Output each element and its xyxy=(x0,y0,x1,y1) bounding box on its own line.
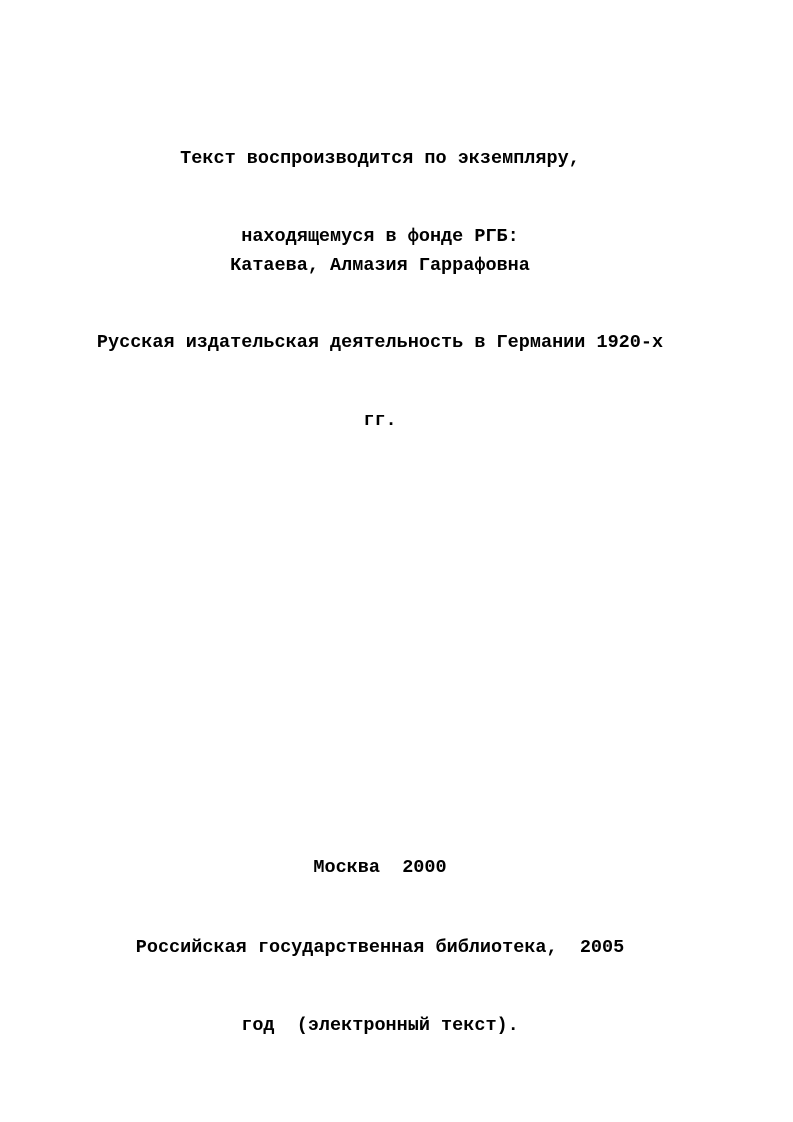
notice-line-1: Текст воспроизводится по экземпляру, xyxy=(180,148,580,169)
source-statement xyxy=(0,883,760,1091)
imprint-line: Москва 2000 xyxy=(313,857,447,878)
author-line: Катаева, Алмазия Гаррафовна xyxy=(230,255,530,276)
title-line-1: Русская издательская деятельность в Германии 1920-х xyxy=(96,332,664,353)
source-line-1: Российская государственная библиотека, 2005 xyxy=(135,937,625,958)
notice-line-2: находящемуся в фонде РГБ: xyxy=(241,226,519,247)
title-line-2: гг. xyxy=(363,410,397,431)
document-title xyxy=(0,278,760,486)
source-line-2: год (электронный текст). xyxy=(241,1015,519,1036)
